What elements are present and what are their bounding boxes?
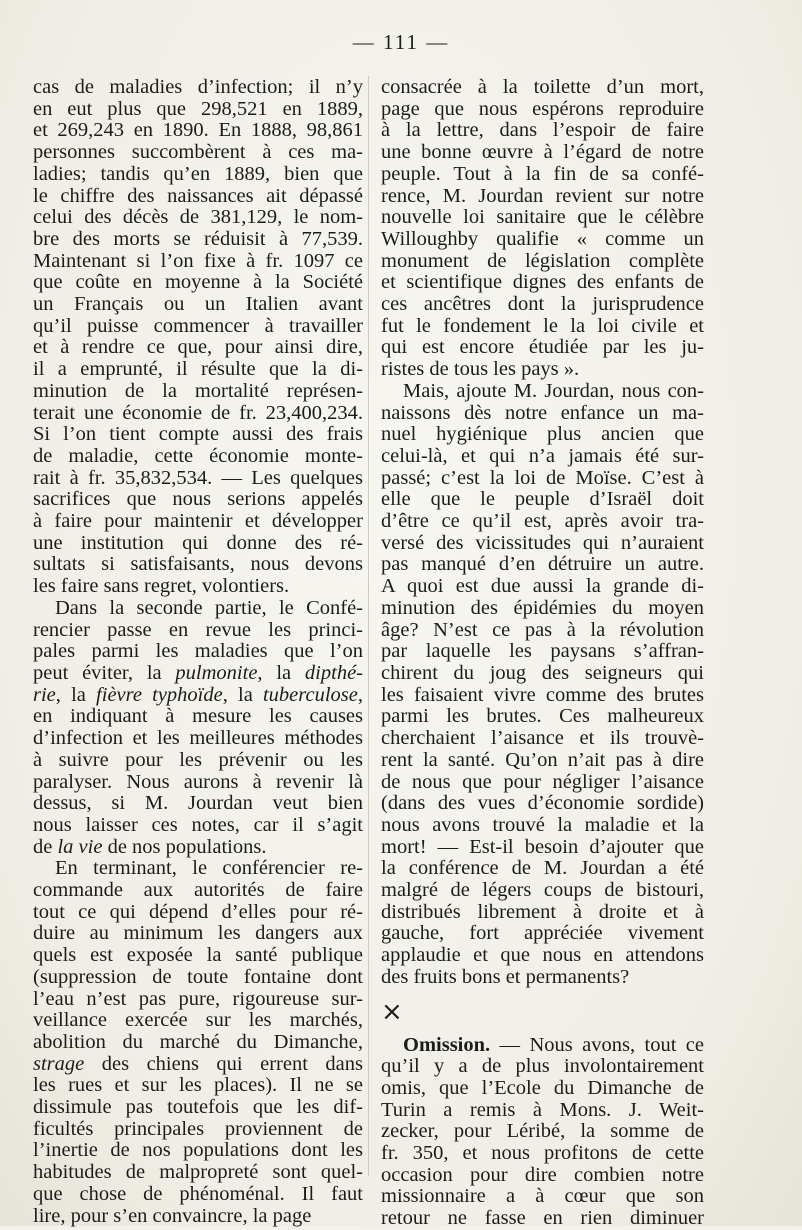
text-line: Maintenant si l’on fixe à fr. 1097 ce: [33, 249, 363, 272]
text-line: nuel hygiénique plus ancien que: [381, 423, 704, 446]
text-line: et à rendre ce que, pour ainsi dire,: [33, 336, 363, 359]
text-line: mort! — Est-il besoin d’ajouter que: [381, 835, 704, 858]
text-line: rie, la fièvre typhoïde, la tuberculose,: [33, 683, 363, 706]
text-line: la conférence de M. Jourdan a été: [381, 857, 704, 880]
omission-heading: Omission.: [403, 1033, 491, 1056]
text-line: cherchaient l’aisance et ils trouvè-: [381, 727, 704, 750]
text-line: par laquelle les paysans s’affran-: [381, 640, 704, 663]
text-line: occasion pour dire combien notre: [381, 1163, 704, 1186]
text-line: [381, 1035, 704, 1057]
text-line: ristes de tous les pays ».: [381, 358, 580, 381]
text-line: Turin a remis à Mons. J. Weit-: [381, 1098, 704, 1121]
text-line: rait à fr. 35,832,534. — Les quelques: [33, 466, 363, 489]
right-column-body: [381, 77, 704, 989]
text-line: à suivre pour les prévenir ou les: [33, 748, 363, 771]
text-line: passé; c’est la loi de Moïse. C’est à: [381, 466, 704, 489]
text-line: celui des décès de 381,129, le nom-: [33, 206, 363, 229]
page-number: — 111 —: [352, 30, 450, 54]
text-line: en indiquant à mesure les causes: [33, 705, 363, 728]
text-line: et 269,243 en 1890. En 1888, 98,861: [33, 119, 363, 142]
column-divider: [368, 76, 369, 1176]
text-line: ladies; tandis qu’en 1889, bien que: [33, 162, 363, 185]
text-line: commande aux autorités de faire: [33, 879, 363, 902]
omission-notice: [381, 1035, 704, 1230]
text-line: fr. 350, et nous profitons de cette: [381, 1142, 704, 1165]
text-line: qui est encore étudiée par les ju-: [381, 336, 704, 359]
text-line: de nous que pour négliger l’aisance: [381, 770, 704, 793]
text-line: quels est exposée la santé publique: [33, 944, 363, 967]
text-line: dissimule pas toutefois que les dif-: [33, 1096, 363, 1119]
text-line: A quoi est due aussi la grande di-: [381, 575, 704, 598]
text-line: ficultés principales proviennent de: [33, 1117, 363, 1140]
text-line: pas manqué d’en détruire un autre.: [381, 553, 704, 576]
text-line: les faisaient vivre comme des brutes: [381, 683, 704, 706]
right-column: [381, 77, 704, 1230]
text-line: qu’il y a de plus involontairement: [381, 1055, 704, 1078]
text-line: les rues et sur les places). Il ne se: [33, 1074, 363, 1097]
text-line: Si l’on tient compte aussi des frais: [33, 423, 363, 446]
text-line: que chose de phénoménal. Il faut: [33, 1182, 363, 1205]
text-line: sacrifices que nous serions appelés: [33, 488, 363, 511]
text-line: fut le fondement le la loi civile et: [381, 314, 704, 337]
text-line: (suppression de toute fontaine dont: [33, 965, 363, 988]
text-line: page que nous espérons reproduire: [381, 97, 704, 120]
text-line: dessus, si M. Jourdan veut bien: [33, 792, 363, 815]
text-line: habitudes de malpropreté sont quel-: [33, 1161, 363, 1184]
omission-text: — Nous avons, tout ce: [490, 1033, 704, 1056]
text-line: abolition du marché du Dimanche,: [33, 1030, 363, 1053]
text-line: malgré de légers coups de bistouri,: [381, 879, 704, 902]
text-line: versé des vicissitudes qui n’auraient: [381, 531, 704, 554]
text-line: nouvelle loi sanitaire que le célèbre: [381, 206, 704, 229]
text-line: ces ancêtres dont la jurisprudence: [381, 293, 704, 316]
text-line: d’infection et les meilleures méthodes: [33, 727, 363, 750]
text-line: duire au minimum les dangers aux: [33, 922, 363, 945]
text-line: l’inertie de nos populations dont les: [33, 1139, 363, 1162]
text-line: en eut plus que 298,521 en 1889,: [33, 97, 363, 120]
text-line: zecker, pour Léribé, la somme de: [381, 1120, 704, 1143]
text-line: une institution qui donne des ré-: [33, 531, 363, 554]
text-line: bre des morts se réduisit à 77,539.: [33, 227, 363, 250]
text-line: à faire pour maintenir et développer: [33, 510, 363, 533]
text-line: qu’il puisse commencer à travailler: [33, 314, 363, 337]
text-line: Mais, ajoute M. Jourdan, nous con-: [403, 379, 704, 402]
text-line: Dans la seconde partie, le Confé-: [55, 596, 363, 619]
text-line: d’être ce qu’il est, après avoir tra-: [381, 510, 704, 533]
text-line: personnes succombèrent à ces ma-: [33, 141, 363, 164]
text-line: missionnaire a à cœur que son: [381, 1185, 704, 1208]
text-line: elle que le peuple d’Israël doit: [381, 488, 704, 511]
text-line: applaudie et que nous en attendons: [381, 944, 704, 967]
text-line: et scientifique dignes des enfants de: [381, 271, 704, 294]
text-line: nous laisser ces notes, car il s’agit: [33, 813, 363, 836]
text-line: à la lettre, dans l’espoir de faire: [381, 119, 704, 142]
text-line: monument de législation complète: [381, 249, 704, 272]
text-line: nous avons trouvé la maladie et la: [381, 813, 704, 836]
text-line: sultats si satisfaisants, nous devons: [33, 553, 363, 576]
text-line: que coûte en moyenne à la Société: [33, 271, 363, 294]
section-separator: ×: [381, 996, 403, 1027]
text-line: âge? N’est ce pas à la révolution: [381, 618, 704, 641]
text-line: le chiffre des naissances ait dépassé: [33, 184, 363, 207]
text-line: pales parmi les maladies que l’on: [33, 640, 363, 663]
text-line: paralyser. Nous aurons à revenir là: [33, 770, 363, 793]
text-line: de maladie, cette économie monte-: [33, 444, 363, 467]
text-line: En terminant, le conférencier re-: [55, 857, 363, 880]
text-line: consacrée à la toilette d’un mort,: [381, 76, 704, 98]
text-line: omis, que l’Ecole du Dimanche de: [381, 1076, 704, 1099]
text-line: de la vie de nos populations.: [33, 835, 267, 858]
text-line: minution des épidémies du moyen: [381, 596, 704, 619]
text-line: naissons dès notre enfance un ma-: [381, 401, 704, 424]
text-line: terait une économie de fr. 23,400,234.: [33, 401, 363, 424]
text-line: veillance exercée sur les marchés,: [33, 1009, 363, 1032]
text-line: tout ce qui dépend d’elles pour ré-: [33, 900, 363, 923]
text-line: il a emprunté, il résulte que la di-: [33, 358, 363, 381]
text-line: rent la santé. Qu’on n’ait pas à dire: [381, 748, 704, 771]
text-line: distribués librement à droite et à: [381, 900, 704, 923]
text-line: parmi les brutes. Ces malheureux: [381, 705, 704, 728]
text-line: Willoughby qualifie « comme un: [381, 227, 704, 250]
text-line: peut éviter, la pulmonite, la dipthé-: [33, 661, 363, 684]
text-line: peuple. Tout à la fin de sa confé-: [381, 162, 704, 185]
text-line: les faire sans regret, volontiers.: [33, 575, 290, 598]
text-line: strage des chiens qui errent dans: [33, 1052, 363, 1075]
text-line: des fruits bons et permanents?: [381, 965, 630, 988]
text-line: un Français ou un Italien avant: [33, 293, 363, 316]
text-line: lire, pour s’en convaincre, la page: [33, 1204, 312, 1227]
text-line: l’eau n’est pas pure, rigoureuse sur-: [33, 987, 363, 1010]
text-line: cas de maladies d’infection; il n’y: [33, 76, 363, 98]
text-line: chirent du joug des seigneurs qui: [381, 661, 704, 684]
text-line: rence, M. Jourdan revient sur notre: [381, 184, 704, 207]
text-line: rencier passe en revue les princi-: [33, 618, 363, 641]
text-line: minution de la mortalité représen-: [33, 379, 363, 402]
text-line: (dans des vues d’économie sordide): [381, 792, 704, 815]
text-line: celui-là, et qui n’a jamais été sur-: [381, 444, 704, 467]
text-line: une bonne œuvre à l’égard de notre: [381, 141, 704, 164]
left-column: [33, 77, 363, 1227]
text-line: retour ne fasse en rien diminuer: [381, 1207, 704, 1230]
text-line: gauche, fort appréciée vivement: [381, 922, 704, 945]
